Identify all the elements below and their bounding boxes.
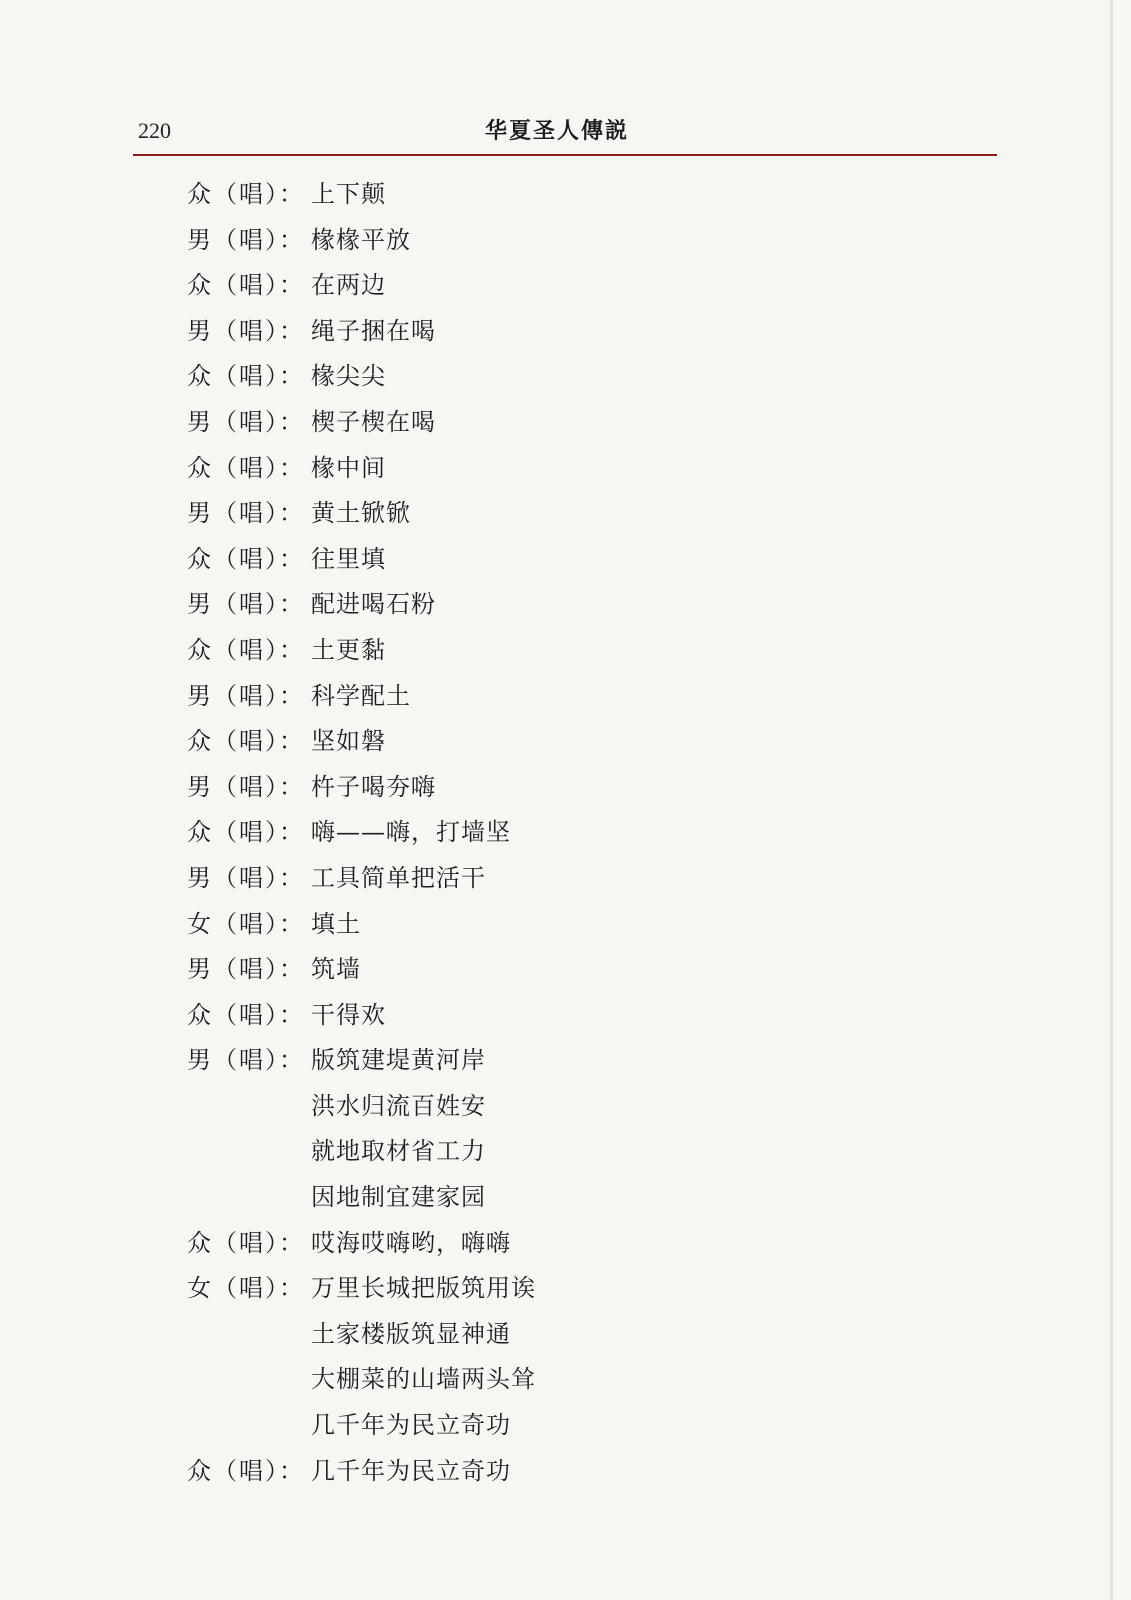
page-number: 220	[138, 118, 171, 143]
dialogue-line	[187, 947, 1007, 993]
lyric-text: 往里填	[311, 544, 386, 573]
dialogue-line	[187, 446, 1007, 492]
lyric-text: 土家楼版筑显神通	[311, 1319, 511, 1348]
dialogue-line	[187, 491, 1007, 537]
speaker-label: 众（唱）：	[187, 818, 305, 847]
book-title: 华夏圣人傳説	[485, 119, 630, 144]
speaker-label: 众（唱）：	[187, 453, 305, 482]
lyric-text: 几千年为民立奇功	[311, 1456, 511, 1485]
lyric-text: 上下颠	[311, 180, 386, 208]
lyric-text: 绳子捆在喝	[311, 316, 436, 345]
dialogue-line	[187, 1038, 1007, 1084]
lyric-text: 椽椽平放	[311, 225, 411, 254]
lyric-text: 坚如磐	[311, 727, 386, 756]
lyric-text: 洪水归流百姓安	[311, 1091, 486, 1120]
speaker-label: 男（唱）：	[187, 772, 305, 801]
lyric-text: 万里长城把版筑用诶	[311, 1274, 536, 1303]
dialogue-line	[187, 309, 1007, 355]
lyric-text: 就地取材省工力	[311, 1137, 486, 1166]
dialogue-line	[187, 263, 1007, 309]
speaker-label: 众（唱）：	[187, 1000, 305, 1029]
lyric-text: 填土	[311, 909, 361, 938]
lyric-text: 黄土锨锨	[311, 499, 411, 528]
dialogue-line	[187, 902, 1007, 948]
dialogue-line	[187, 1449, 1007, 1495]
dialogue-line	[187, 1175, 1007, 1221]
dialogue-line	[187, 1084, 1007, 1130]
dialogue-line	[187, 354, 1007, 400]
dialogue-line	[187, 810, 1007, 856]
lyric-text: 干得欢	[311, 1000, 386, 1029]
dialogue-line	[187, 765, 1007, 811]
speaker-label: 女（唱）：	[187, 909, 305, 938]
lyric-text: 工具简单把活干	[311, 863, 486, 892]
dialogue-line	[187, 218, 1007, 264]
speaker-label: 男（唱）：	[187, 316, 305, 345]
dialogue-line	[187, 400, 1007, 446]
speaker-label: 男（唱）：	[187, 681, 305, 710]
dialogue-line	[187, 1266, 1007, 1312]
speaker-label: 众（唱）：	[187, 271, 305, 300]
lyric-text: 土更黏	[311, 635, 386, 664]
script-lines	[187, 172, 1007, 1494]
lyric-text: 科学配土	[311, 681, 411, 710]
lyric-text: 楔子楔在喝	[311, 407, 436, 436]
lyric-text: 几千年为民立奇功	[311, 1411, 511, 1440]
speaker-label: 众（唱）：	[187, 362, 305, 391]
lyric-text: 嗨——嗨，打墙坚	[311, 818, 511, 847]
lyric-text: 椽中间	[311, 453, 386, 482]
speaker-label: 众（唱）：	[187, 544, 305, 573]
speaker-label: 男（唱）：	[187, 499, 305, 528]
lyric-text: 大棚菜的山墙两头耸	[311, 1365, 536, 1394]
speaker-label: 男（唱）：	[187, 407, 305, 436]
speaker-label: 男（唱）：	[187, 863, 305, 892]
speaker-label: 男（唱）：	[187, 590, 305, 619]
dialogue-line	[187, 582, 1007, 628]
speaker-label: 男（唱）：	[187, 955, 305, 984]
speaker-label: 众（唱）：	[187, 180, 305, 208]
dialogue-line	[187, 674, 1007, 720]
lyric-text: 筑墙	[311, 955, 361, 984]
speaker-label: 男（唱）：	[187, 1046, 305, 1075]
dialogue-line	[187, 628, 1007, 674]
speaker-label: 众（唱）：	[187, 727, 305, 756]
dialogue-line	[187, 1312, 1007, 1358]
lyric-text: 哎海哎嗨哟，嗨嗨	[311, 1228, 511, 1257]
dialogue-line	[187, 1357, 1007, 1403]
page-header	[133, 110, 997, 150]
speaker-label: 女（唱）：	[187, 1274, 305, 1303]
speaker-label: 众（唱）：	[187, 1456, 305, 1485]
dialogue-line	[187, 719, 1007, 765]
lyric-text: 在两边	[311, 271, 386, 300]
speaker-label: 众（唱）：	[187, 635, 305, 664]
dialogue-line	[187, 172, 1007, 218]
dialogue-line	[187, 1221, 1007, 1267]
page-edge-shadow	[1110, 0, 1113, 1600]
lyric-text: 椽尖尖	[311, 362, 386, 391]
dialogue-line	[187, 856, 1007, 902]
lyric-text: 配进喝石粉	[311, 590, 436, 619]
lyric-text: 杵子喝夯嗨	[311, 772, 436, 801]
dialogue-line	[187, 1129, 1007, 1175]
dialogue-line	[187, 993, 1007, 1039]
dialogue-line	[187, 1403, 1007, 1449]
dialogue-line	[187, 537, 1007, 583]
header-rule	[133, 154, 997, 156]
lyric-text: 版筑建堤黄河岸	[311, 1046, 486, 1075]
speaker-label: 众（唱）：	[187, 1228, 305, 1257]
speaker-label: 男（唱）：	[187, 225, 305, 254]
lyric-text: 因地制宜建家园	[311, 1183, 486, 1212]
